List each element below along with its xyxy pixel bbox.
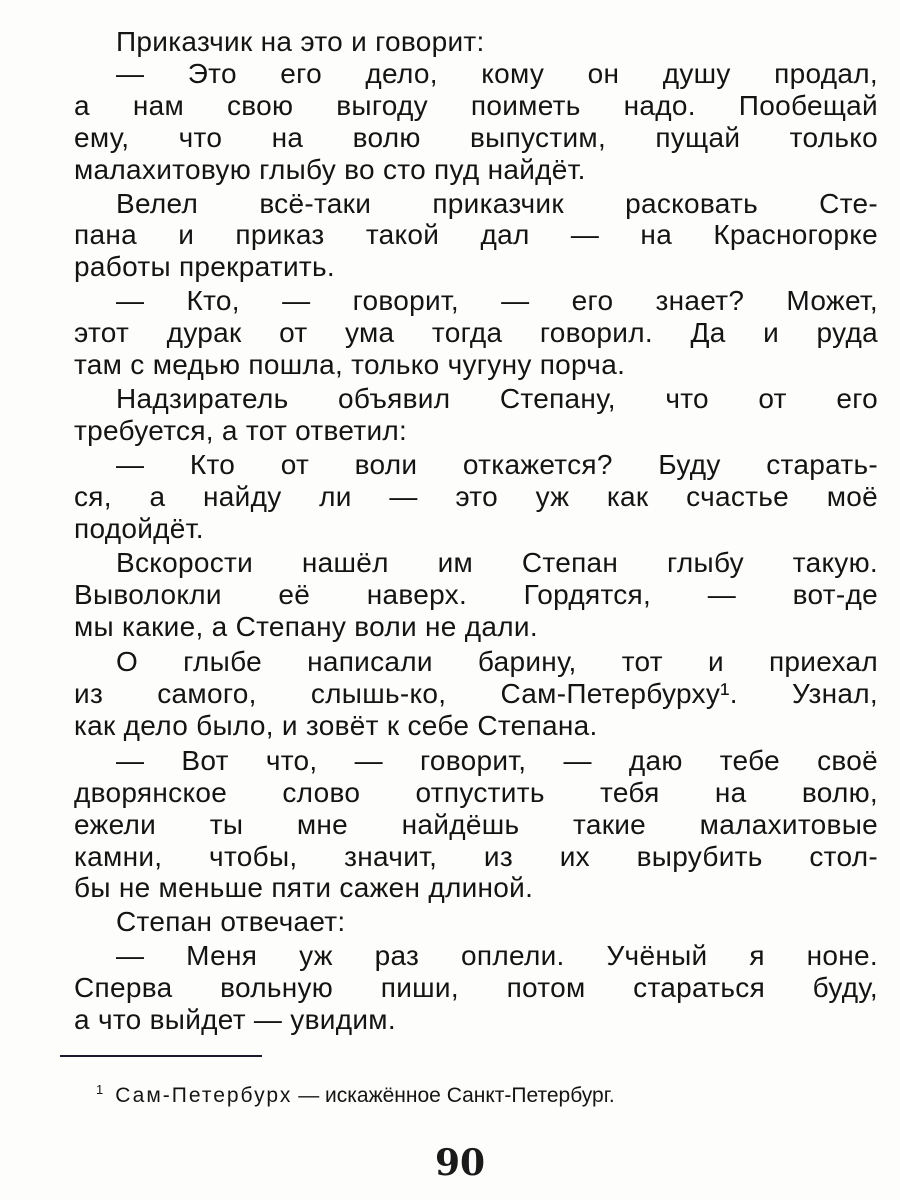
text-line: ежели ты мне найдёшь такие малахитовые <box>74 808 878 840</box>
text-line: Надзиратель объявил Степану, что от его <box>116 382 878 414</box>
page-number: 90 <box>434 1142 486 1184</box>
text-line: камни, чтобы, значит, из их вырубить стол- <box>74 840 878 872</box>
text-line: — Кто от воли откажется? Буду старать- <box>116 448 878 480</box>
text-line: — Кто, — говорит, — его знает? Может, <box>116 285 878 317</box>
text-line: малахитовую глыбу во сто пуд найдёт. <box>74 153 586 185</box>
text-line: Вскорости нашёл им Степан глыбу такую. <box>116 547 878 579</box>
text-line: как дело было, и зовёт к себе Степана. <box>74 709 598 741</box>
footnote-mark: 1 <box>96 1082 104 1097</box>
text-line: ся, а найду ли — это уж как счастье моё <box>74 480 878 512</box>
text-line: — Это его дело, кому он душу продал, <box>116 57 878 89</box>
text-line: О глыбе написали барину, тот и приехал <box>116 646 878 678</box>
text-line: а что выйдет — увидим. <box>74 1004 396 1035</box>
text-line: а нам свою выгоду поиметь надо. Пообещай <box>74 89 878 121</box>
text-line: бы не меньше пяти сажен длиной. <box>74 872 534 904</box>
text-line: дворянское слово отпустить тебя на волю, <box>74 776 878 808</box>
text-line: Сперва вольную пиши, потом стараться буду, <box>74 972 878 1004</box>
text-line: Велел всё-таки приказчик расковать Сте- <box>116 187 878 219</box>
footnote-divider <box>60 1055 262 1057</box>
text-line: Приказчик на это и говорит: <box>116 26 485 57</box>
text-line: пана и приказ такой дал — на Красногорке <box>74 219 878 251</box>
text-line: ему, что на волю выпустим, пущай только <box>74 121 878 153</box>
text-line: — Вот что, — говорит, — даю тебе своё <box>116 744 878 776</box>
footnote-term: Сам-Петербурх <box>115 1084 293 1107</box>
text-line: работы прекратить. <box>74 251 336 283</box>
text-line: — Меня уж раз оплели. Учёный я ноне. <box>116 940 878 972</box>
text-line: Выволокли её наверх. Гордятся, — вот-де <box>74 579 878 611</box>
text-line: Степан отвечает: <box>116 906 346 938</box>
text-line: мы какие, а Степану воли не дали. <box>74 611 538 643</box>
footnote-definition: — искажённое Санкт-Петербург. <box>298 1084 615 1107</box>
footnote <box>96 1082 615 1108</box>
text-line: из самого, слышь-ко, Сам-Петербурху¹. Узнал, <box>74 678 878 709</box>
text-line: требуется, а тот ответил: <box>74 414 408 446</box>
text-line: там с медью пошла, только чугуну порча. <box>74 349 626 380</box>
text-line: этот дурак от ума тогда говорил. Да и руда <box>74 317 878 349</box>
text-line: подойдёт. <box>74 512 204 544</box>
